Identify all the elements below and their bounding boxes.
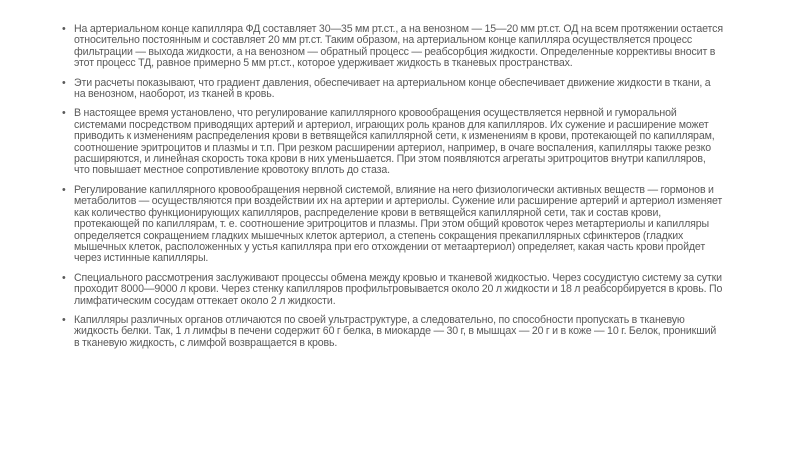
bullet-icon: • [62, 23, 66, 35]
paragraph-nervous-regulation [62, 185, 724, 265]
bullet-icon: • [62, 183, 66, 196]
paragraph-text: В настоящее время установлено, что регулирование капиллярного кровообращения осуществляется нервной и гуморальной системами посредством приводящих артерий и артериол, играющих роль кранов для капилляров. Их сужение и расширение может приводить к изменениям распределения крови в ветвящейся капиллярной сети, к изменениям в крови, протекающей по капиллярам, соотношение эритроцитов и плазмы и т.п. При резком расширении артериол, например, в очаге воспаления, капилляры также резко расширяются, и линейная скорость тока крови в них уменьшается. При этом появляются агрегаты эритроцитов внутри капилляров, что повышает местное сопротивление кровотоку вплоть до стаза. [74, 107, 715, 177]
paragraph-regulation [62, 108, 724, 176]
bullet-icon: • [62, 107, 66, 120]
paragraph-text: Капилляры различных органов отличаются по своей ультраструктуре, а следовательно, по способности пропускать в тканевую жидкость белки. Так, 1 л лимфы в печени содержит 60 г белка, в миокарде — 30 г, в мышцах — 20 г и в коже — 10 г. Белок, проникший в тканевую жидкость, с лимфой возвращается в кровь. [74, 313, 717, 349]
paragraph-text: Регулирование капиллярного кровообращения нервной системой, влияние на него физиологически активных веществ — гормонов и метаболитов — осуществляются при воздействии их на артерии и артериолы. Сужение или расширение артерий и артериол изменяет как количество функционирующих капилляров, распределение крови в ветвящейся капиллярной сети, так и состав крови, протекающей по капиллярам, т. е. соотношение эритроцитов и плазмы. При этом общий кровоток через метартериолы и капилляры определяется сокращением гладких мышечных клеток артериол, а степень сокращения прекапиллярных сфинктеров (гладких мышечных клеток, расположенных у устья капилляра при его отхождении от метаартериол) определяет, какая часть крови пройдет через истинные капилляры. [74, 183, 723, 265]
bullet-icon: • [62, 271, 66, 284]
paragraph-text: Специального рассмотрения заслуживают процессы обмена между кровью и тканевой жидкостью. Через сосудистую систему за сутки проходит 8000—9000 л крови. Через стенку капилляров профильтровывается около 20 л жидкости и 18 л реабсорбируется в кровь. По лимфатическим сосудам оттекает около 2 л жидкости. [74, 271, 723, 307]
text-body [62, 24, 724, 357]
bullet-icon: • [62, 76, 66, 89]
paragraph-fluid-exchange [62, 273, 724, 307]
paragraph-capillary-proteins [62, 315, 724, 349]
paragraph-text: Эти расчеты показывают, что градиент давления, обеспечивает на артериальном конце обеспечивает движение жидкости в ткани, а на венозном, наоборот, из тканей в кровь. [74, 76, 711, 101]
paragraph-pressure-values [62, 24, 724, 70]
paragraph-text: На артериальном конце капилляра ФД составляет 30—35 мм рт.ст., а на венозном — 15—20 мм рт.ст. ОД на всем протяжении остается относительно постоянным и составляет 20 мм рт.ст. Таким образом, на артериальном конце капилляра осуществляется процесс фильтрации — выхода жидкости, а на венозном — обратный процесс — реабсорбция жидкости. Определенные коррективы вносит в этот процесс ТД, равное примерно 5 мм рт.ст., которое удерживает жидкость в тканевых пространствах. [74, 23, 723, 70]
bullet-icon: • [62, 313, 66, 326]
paragraph-pressure-gradient [62, 78, 724, 101]
